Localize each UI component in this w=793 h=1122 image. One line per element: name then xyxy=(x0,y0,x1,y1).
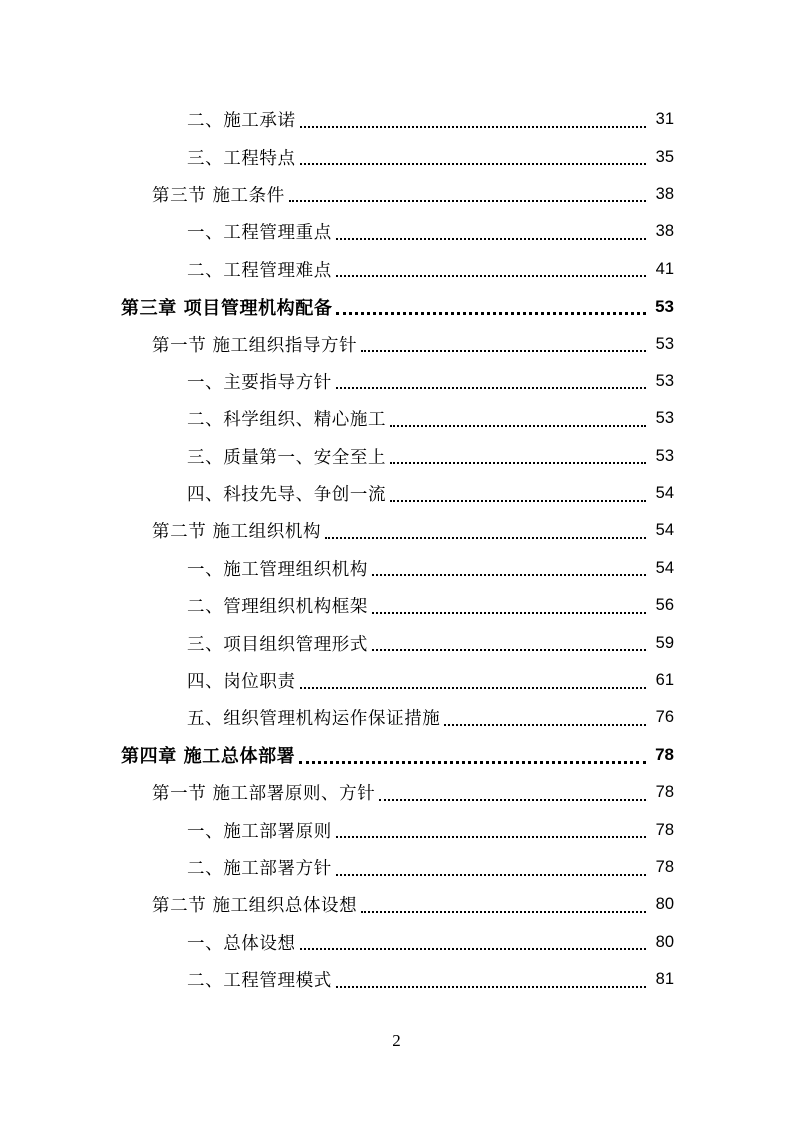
toc-entry-title: 第三节 施工条件 xyxy=(152,185,285,206)
toc-dot-leader xyxy=(289,200,646,202)
toc-dot-leader xyxy=(300,163,646,165)
toc-subsection-entry[interactable] xyxy=(0,550,793,587)
toc-subsection-entry[interactable] xyxy=(0,662,793,699)
toc-dot-leader xyxy=(390,462,646,464)
toc-entry-title: 第一节 施工部署原则、方针 xyxy=(152,784,376,805)
toc-dot-leader xyxy=(361,911,646,913)
toc-subsection-entry[interactable] xyxy=(0,363,793,400)
toc-entry-page-number: 54 xyxy=(655,484,674,503)
toc-dot-leader xyxy=(336,312,646,315)
toc-dot-leader xyxy=(300,126,646,128)
toc-entry-title: 一、施工管理组织机构 xyxy=(187,559,368,580)
toc-entry-title: 二、施工部署方针 xyxy=(187,859,332,879)
toc-dot-leader xyxy=(300,687,646,689)
toc-entry-page-number: 80 xyxy=(655,932,674,951)
toc-entry-title: 二、科学组织、精心施工 xyxy=(187,410,387,431)
toc-entry-page-number: 53 xyxy=(655,371,674,390)
toc-entry-page-number: 54 xyxy=(655,521,674,540)
toc-entry-title: 三、质量第一、安全至上 xyxy=(187,447,387,468)
toc-subsection-entry[interactable] xyxy=(0,400,793,437)
toc-entry-title: 第一节 施工组织指导方针 xyxy=(152,335,358,356)
toc-subsection-entry[interactable] xyxy=(0,699,793,736)
toc-chapter-entry[interactable] xyxy=(0,288,793,325)
toc-subsection-entry[interactable] xyxy=(0,213,793,250)
toc-entry-title: 第三章 项目管理机构配备 xyxy=(121,297,333,319)
toc-section-entry[interactable] xyxy=(0,512,793,549)
toc-dot-leader xyxy=(299,761,646,764)
toc-entry-title: 二、工程管理模式 xyxy=(187,971,332,992)
toc-entry-page-number: 53 xyxy=(655,446,674,465)
toc-subsection-entry[interactable] xyxy=(0,475,793,512)
toc-dot-leader xyxy=(444,724,646,726)
toc-subsection-entry[interactable] xyxy=(0,587,793,624)
toc-subsection-entry[interactable] xyxy=(0,811,793,848)
toc-entry-page-number: 81 xyxy=(655,970,674,989)
toc-dot-leader xyxy=(336,986,646,988)
toc-dot-leader xyxy=(325,537,646,539)
toc-entry-page-number: 38 xyxy=(655,184,674,203)
toc-entry-page-number: 78 xyxy=(655,858,674,876)
toc-entry-page-number: 78 xyxy=(655,820,674,839)
toc-entry-page-number: 38 xyxy=(655,222,674,241)
toc-entry-page-number: 53 xyxy=(655,296,674,316)
toc-entry-page-number: 78 xyxy=(655,783,674,802)
toc-entry-title: 二、管理组织机构框架 xyxy=(187,597,368,618)
toc-entry-title: 第二节 施工组织机构 xyxy=(152,522,322,543)
toc-subsection-entry[interactable] xyxy=(0,251,793,288)
toc-entry-title: 一、施工部署原则 xyxy=(187,821,332,842)
toc-section-entry[interactable] xyxy=(0,886,793,923)
toc-section-entry[interactable] xyxy=(0,325,793,362)
toc-entry-title: 三、项目组织管理形式 xyxy=(187,634,368,655)
toc-dot-leader xyxy=(372,612,646,614)
toc-entry-page-number: 59 xyxy=(655,633,674,652)
toc-dot-leader xyxy=(390,425,646,427)
toc-dot-leader xyxy=(336,836,646,838)
toc-entry-page-number: 35 xyxy=(655,147,674,166)
toc-dot-leader xyxy=(372,574,646,576)
toc-subsection-entry[interactable] xyxy=(0,101,793,138)
toc-entry-page-number: 61 xyxy=(655,671,674,690)
toc-dot-leader xyxy=(379,799,646,801)
toc-subsection-entry[interactable] xyxy=(0,924,793,961)
toc-entry-title: 五、组织管理机构运作保证措施 xyxy=(187,709,441,730)
toc-subsection-entry[interactable] xyxy=(0,138,793,175)
toc-dot-leader xyxy=(390,500,646,502)
toc-entry-title: 一、工程管理重点 xyxy=(187,223,332,244)
toc-section-entry[interactable] xyxy=(0,176,793,213)
toc-dot-leader xyxy=(300,948,646,950)
toc-dot-leader xyxy=(336,275,646,277)
table-of-contents xyxy=(0,101,793,998)
toc-entry-title: 一、主要指导方针 xyxy=(187,372,332,393)
page-number: 2 xyxy=(392,1031,401,1050)
toc-section-entry[interactable] xyxy=(0,774,793,811)
toc-entry-page-number: 31 xyxy=(655,110,674,129)
toc-subsection-entry[interactable] xyxy=(0,961,793,998)
toc-entry-title: 第二节 施工组织总体设想 xyxy=(152,896,358,917)
toc-subsection-entry[interactable] xyxy=(0,624,793,661)
toc-entry-title: 一、总体设想 xyxy=(187,933,296,954)
toc-dot-leader xyxy=(361,350,646,352)
toc-entry-title: 第四章 施工总体部署 xyxy=(121,746,296,768)
toc-dot-leader xyxy=(336,387,646,389)
toc-dot-leader xyxy=(336,874,646,876)
toc-entry-page-number: 53 xyxy=(655,409,674,428)
toc-entry-title: 四、科技先导、争创一流 xyxy=(187,485,387,506)
toc-entry-page-number: 80 xyxy=(655,895,674,914)
toc-entry-page-number: 56 xyxy=(655,596,674,615)
toc-entry-page-number: 53 xyxy=(655,334,674,353)
toc-entry-title: 三、工程特点 xyxy=(187,148,296,169)
toc-dot-leader xyxy=(372,649,646,651)
toc-dot-leader xyxy=(336,238,646,240)
toc-subsection-entry[interactable] xyxy=(0,849,793,886)
toc-entry-page-number: 76 xyxy=(655,708,674,727)
toc-entry-page-number: 54 xyxy=(655,558,674,577)
toc-subsection-entry[interactable] xyxy=(0,438,793,475)
toc-entry-title: 二、施工承诺 xyxy=(187,111,296,132)
toc-entry-page-number: 41 xyxy=(655,259,674,278)
toc-entry-title: 二、工程管理难点 xyxy=(187,260,332,281)
toc-chapter-entry[interactable] xyxy=(0,737,793,774)
toc-entry-title: 四、岗位职责 xyxy=(187,672,296,693)
toc-entry-page-number: 78 xyxy=(655,745,674,765)
